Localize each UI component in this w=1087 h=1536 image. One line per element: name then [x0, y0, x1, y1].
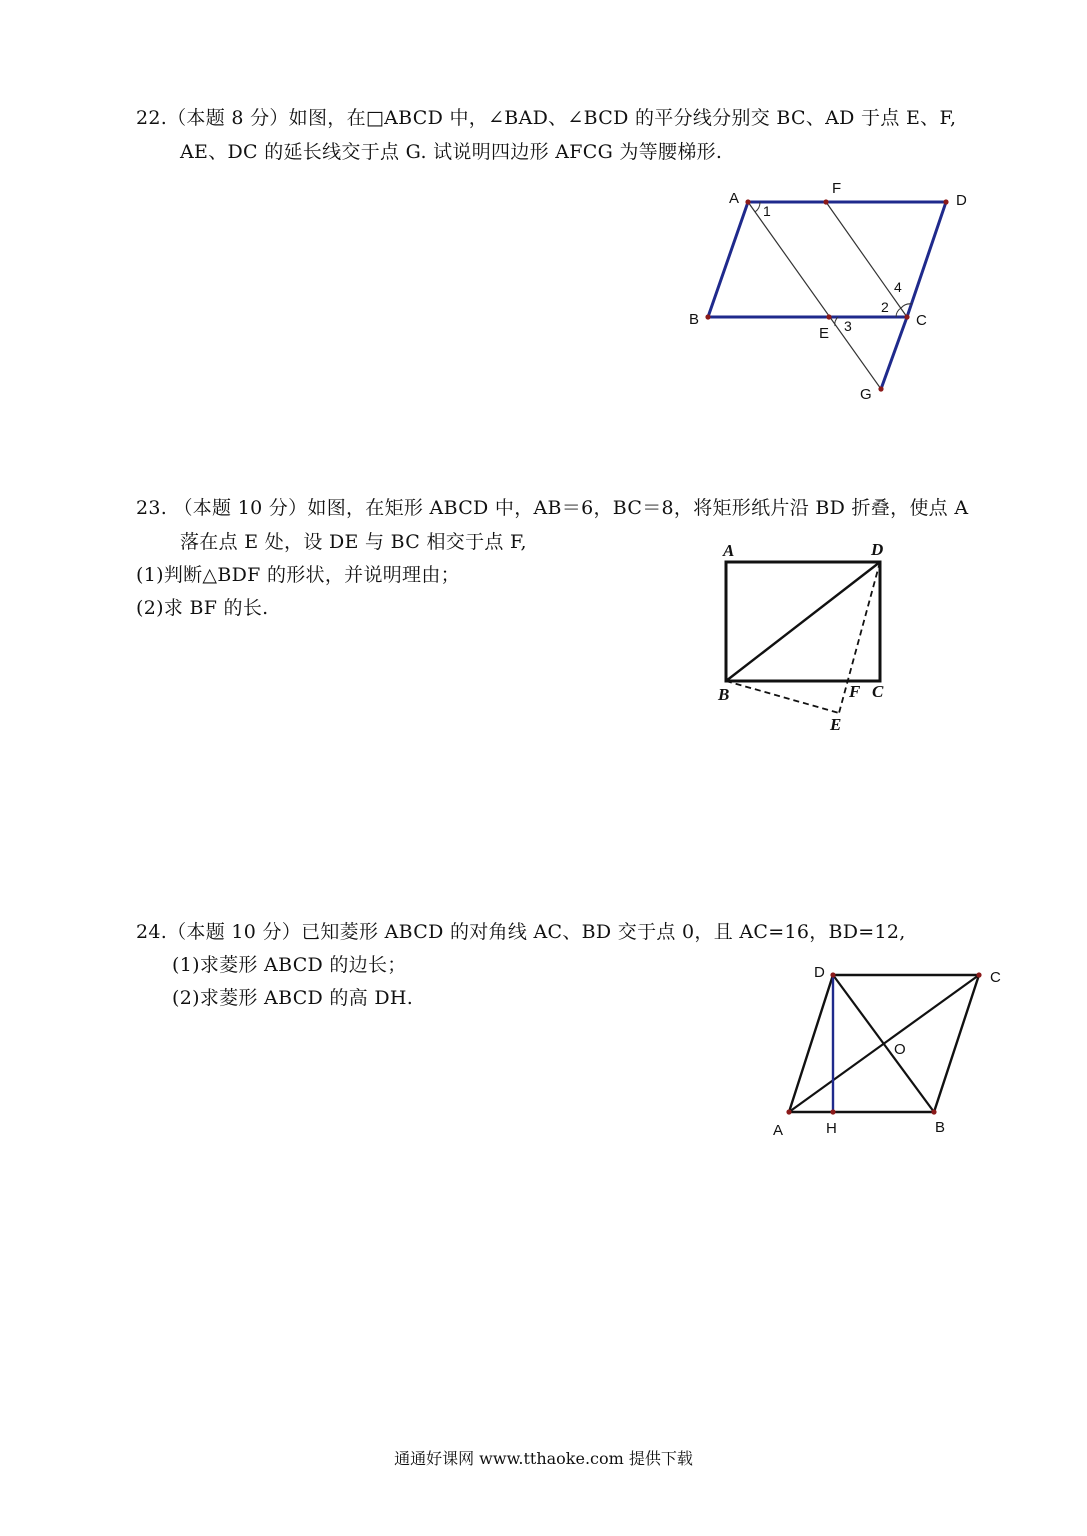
q22-angle-label-2: 2 [881, 299, 889, 315]
q23-part-1: (1)判断△BDF 的形状，并说明理由； [136, 564, 460, 586]
q23-label-d: D [871, 540, 884, 559]
q23-line-1: 23. （本题 10 分）如图，在矩形 ABCD 中，AB＝6，BC＝8，将矩形纸片沿 BD 折叠，使点 A [136, 497, 969, 519]
q24-point-c [976, 972, 981, 977]
q24-line-1: 24.（本题 10 分）已知菱形 ABCD 的对角线 AC、BD 交于点 0，且 AC=16，BD=12, [136, 921, 906, 943]
q23-dashed-be [726, 681, 839, 713]
q24-point-a [786, 1109, 791, 1114]
q22-label-f: F [832, 180, 842, 197]
q24-label-a: A [773, 1122, 784, 1139]
q23-label-f: F [849, 682, 861, 701]
q24-label-b: B [935, 1119, 946, 1136]
q22-line-2: AE、DC 的延长线交于点 G. 试说明四边形 AFCG 为等腰梯形. [180, 141, 723, 163]
q24-part-2: (2)求菱形 ABCD 的高 DH. [172, 987, 414, 1009]
q22-point-e [826, 314, 831, 319]
q22-point-b [705, 314, 710, 319]
q23-label-a: A [723, 541, 735, 560]
q22-label-b: B [689, 311, 700, 328]
q22-segment-ag [748, 202, 881, 389]
q24-label-d: D [814, 964, 825, 981]
q23-line-2: 落在点 E 处，设 DE 与 BC 相交于点 F, [180, 531, 527, 553]
q22-label-d: D [956, 192, 967, 209]
q23-rectangle-figure [700, 535, 910, 740]
q24-part-1: (1)求菱形 ABCD 的边长； [172, 954, 407, 976]
q24-diagonal-bd [833, 975, 934, 1112]
q24-point-h [830, 1109, 835, 1114]
q22-point-a [745, 199, 750, 204]
q24-label-c: C [990, 969, 1001, 986]
q24-point-b [931, 1109, 936, 1114]
q22-label-e: E [819, 325, 830, 342]
page-footer: 通通好课网 www.tthaoke.com 提供下载 [394, 1449, 693, 1468]
q22-line-1: 22.（本题 8 分）如图，在□ABCD 中，∠BAD、∠BCD 的平分线分别交 BC、AD 于点 E、F, [136, 107, 957, 129]
q22-label-c: C [916, 312, 927, 329]
q22-angle-label-4: 4 [894, 279, 902, 295]
q23-diagonal-bd [726, 562, 880, 681]
q22-point-g [878, 386, 883, 391]
q22-point-f [823, 199, 828, 204]
q22-segment-cf [826, 202, 907, 317]
q24-point-d [830, 972, 835, 977]
q22-parallelogram-figure [680, 180, 980, 410]
q23-part-2: (2)求 BF 的长. [136, 597, 269, 619]
q22-angle-label-1: 1 [763, 203, 771, 219]
q24-label-o: O [894, 1041, 906, 1058]
q24-label-h: H [826, 1120, 837, 1137]
q23-label-e: E [830, 715, 842, 734]
q22-parallelogram-abcd [708, 202, 946, 317]
q22-label-a: A [729, 190, 740, 207]
q22-segment-cg [881, 317, 907, 389]
q22-label-g: G [860, 386, 872, 403]
q22-point-c [904, 314, 909, 319]
q24-rhombus-figure [760, 955, 1020, 1145]
q23-label-c: C [872, 682, 884, 701]
q22-angle-label-3: 3 [844, 318, 852, 334]
q23-label-b: B [718, 685, 730, 704]
q22-point-d [943, 199, 948, 204]
